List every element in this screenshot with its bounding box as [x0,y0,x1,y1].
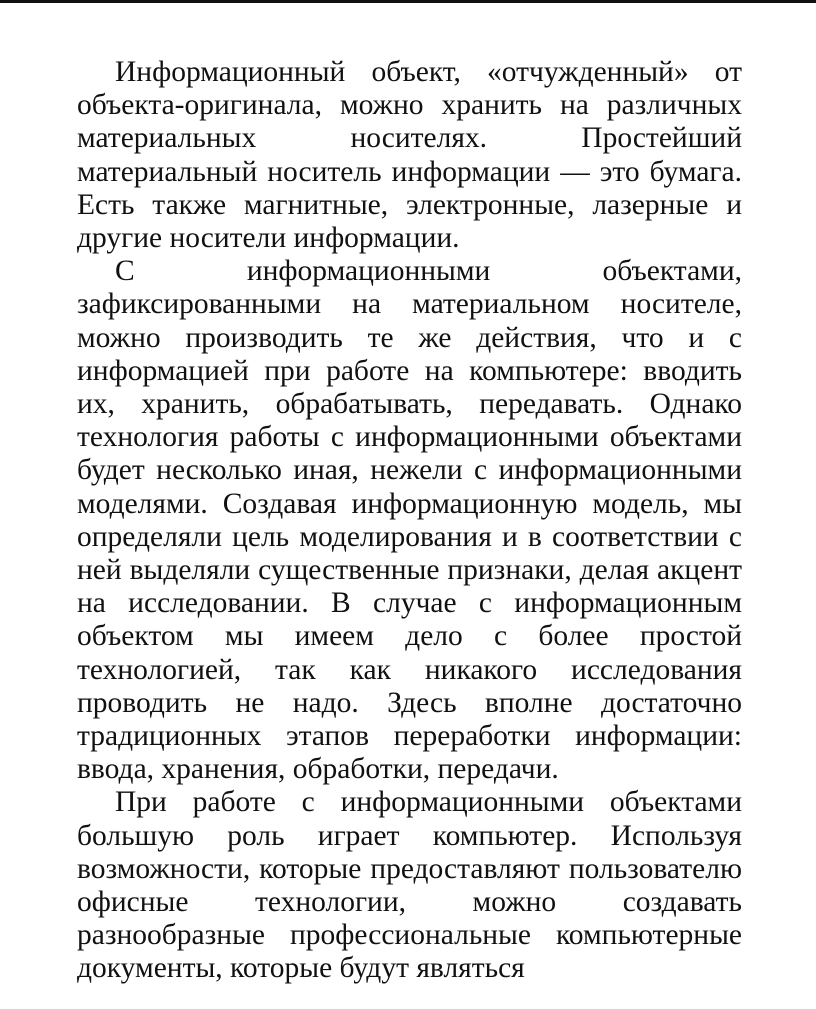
paragraph-1: Информационный объект, «отчужденный» от объекта-оригинала, можно хранить на различных материальных носителях. Простейший материальный носитель информации — это бумага. Есть также магнитные, электронные, лазерные и другие носители информации. [77,56,742,255]
paragraph-3: При работе с информационными объектами большую роль играет компьютер. Используя возможности, которые предоставляют пользователю офисные технологии, можно создавать разнообразные профессиональные компьютерные документы, которые будут являться [77,786,742,985]
top-border-line [0,0,816,3]
body-text [77,56,742,986]
paragraph-2: С информационными объектами, зафиксированными на материальном носителе, можно производить те же действия, что и с информацией при работе на компьютере: вводить их, хранить, обрабатывать, передавать. Однако технология работы с информационными объектами будет несколько иная, нежели с информационными моделями. Создавая информационную модель, мы определяли цель моделирования и в соответствии с ней выделяли существенные признаки, делая акцент на исследовании. В случае с информационным объектом мы имеем дело с более простой технологией, так как никакого исследования проводить не надо. Здесь вполне достаточно традиционных этапов переработки информации: ввода, хранения, обработки, передачи. [77,255,742,786]
